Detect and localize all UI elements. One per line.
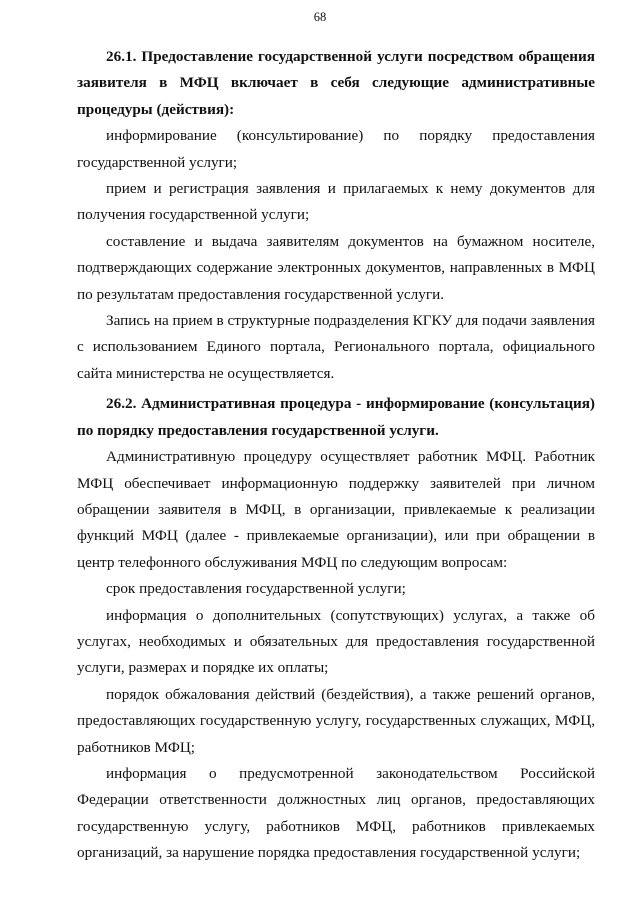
body-paragraph: Административную процедуру осуществляет работник МФЦ. Работник МФЦ обеспечивает информационную поддержку заявителей при личном обращении заявителя в МФЦ, в организации, привлекаемые к реализации функций МФЦ (далее - привлекаемые организации), или при обращении в центр телефонного обслуживания МФЦ по следующим вопросам: bbox=[77, 448, 595, 571]
list-item: прием и регистрация заявления и прилагаемых к нему документов для получения государственной услуги; bbox=[77, 180, 595, 224]
list-item: информация о предусмотренной законодательством Российской Федерации ответственности должностных лиц органов, предоставляющих государственную услугу, работников МФЦ, работников привлекаемых организаций, за нарушение порядка предоставления государственной услуги; bbox=[77, 764, 595, 862]
list-item: срок предоставления государственной услуги; bbox=[106, 580, 406, 598]
document-body bbox=[77, 44, 595, 867]
list-item: информирование (консультирование) по порядку предоставления государственной услуги; bbox=[77, 127, 595, 171]
list-item: составление и выдача заявителям документов на бумажном носителе, подтверждающих содержание электронных документов, направленных в МФЦ по результатам предоставления государственной услуги. bbox=[77, 232, 595, 303]
page-number: 68 bbox=[313, 10, 327, 24]
section-heading-26-1: 26.1. Предоставление государственной услуги посредством обращения заявителя в МФЦ включает в себя следующие административные процедуры (действия): bbox=[77, 48, 595, 118]
body-paragraph: Запись на прием в структурные подразделения КГКУ для подачи заявления с использованием Единого портала, Регионального портала, официального сайта министерства не осуществляется. bbox=[77, 312, 595, 382]
list-item: информация о дополнительных (сопутствующих) услугах, а также об услугах, необходимых и обязательных для предоставления государственной услуги, размерах и порядке их оплаты; bbox=[77, 606, 595, 677]
section-heading-26-2: 26.2. Административная процедура - информирование (консультация) по порядку предоставления государственной услуги. bbox=[77, 395, 595, 439]
list-item: порядок обжалования действий (бездействия), а также решений органов, предоставляющих государственную услугу, государственных служащих, МФЦ, работников МФЦ; bbox=[77, 685, 595, 756]
